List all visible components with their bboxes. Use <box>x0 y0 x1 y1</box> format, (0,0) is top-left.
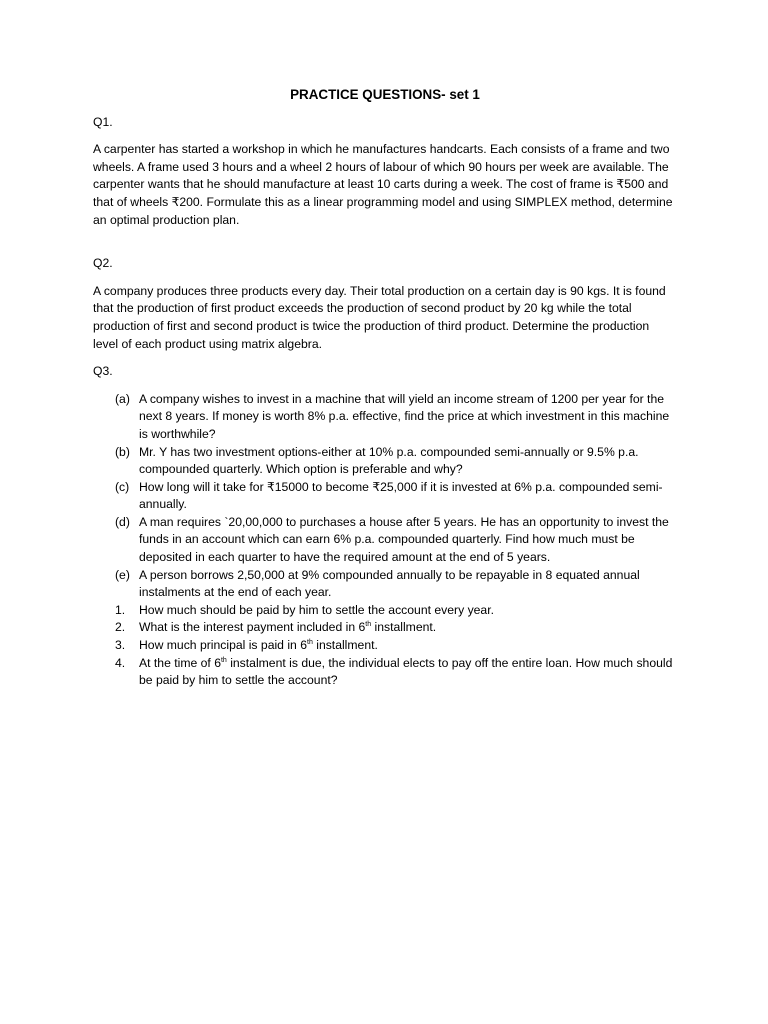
list-item <box>93 444 677 479</box>
list-item-text: How long will it take for ₹15000 to become ₹25,000 if it is invested at 6% p.a. compounded semi-annually. <box>139 479 663 512</box>
list-item <box>93 602 677 620</box>
document-title: PRACTICE QUESTIONS- set 1 <box>290 87 480 102</box>
question-2-text: A company produces three products every day. Their total production on a certain day is 90 kgs. It is found that the production of first product exceeds the production of second product by 20 kg while the total production of first and second product is twice the production of third product. Determine the production level of each product using matrix algebra. <box>93 283 666 351</box>
list-marker: (c) <box>115 479 130 494</box>
list-item-text: At the time of 6 <box>139 655 221 670</box>
list-item-text: Mr. Y has two investment options-either at 10% p.a. compounded semi-annually or 9.5% p.a. compounded quarterly. Which option is preferable and why? <box>139 444 639 477</box>
list-item-text: A man requires `20,00,000 to purchases a house after 5 years. He has an opportunity to invest the funds in an account which can earn 6% p.a. compounded quarterly. Find how much must be deposited in each quarter to have the required amount at the end of 5 years. <box>139 514 669 565</box>
list-item <box>93 514 677 567</box>
list-marker: (e) <box>115 567 130 582</box>
list-item <box>93 391 677 444</box>
list-marker: 2. <box>115 620 126 635</box>
list-item <box>93 655 677 690</box>
list-marker: (a) <box>115 391 130 406</box>
question-2-label: Q2. <box>93 256 113 271</box>
list-item-text: How much should be paid by him to settle the account every year. <box>139 602 494 617</box>
list-item-text: A person borrows 2,50,000 at 9% compounded annually to be repayable in 8 equated annual instalments at the end of each year. <box>139 567 640 600</box>
list-marker: 3. <box>115 638 126 653</box>
question-3-label: Q3. <box>93 364 113 379</box>
list-item <box>93 567 677 602</box>
superscript: th <box>307 638 313 646</box>
list-marker: (b) <box>115 444 130 459</box>
question-1-label: Q1. <box>93 114 113 129</box>
spacer <box>93 239 677 255</box>
list-item-text: A company wishes to invest in a machine that will yield an income stream of 1200 per year for the next 8 years. If money is worth 8% p.a. effective, find the price at which investment in this machine is worthwhile? <box>139 391 670 441</box>
question-1-text: A carpenter has started a workshop in which he manufactures handcarts. Each consists of a frame and two wheels. A frame used 3 hours and a wheel 2 hours of labour of which 90 hours per week are available. The carpenter wants that he should manufacture at least 10 carts during a week. The cost of frame is ₹500 and that of wheels ₹200. Formulate this as a linear programming model and using SIMPLEX method, determine an optimal production plan. <box>93 142 673 227</box>
list-item-text: instalment is due, the individual elects to pay off the entire loan. How much should be paid by him to settle the account? <box>139 655 673 688</box>
question-3-parts <box>93 391 677 602</box>
list-item <box>93 479 677 514</box>
question-3-subparts <box>93 602 677 690</box>
superscript: th <box>365 621 372 629</box>
superscript: th <box>220 656 227 664</box>
list-marker: (d) <box>115 514 130 529</box>
list-item <box>93 637 677 655</box>
list-item-text: installment. <box>312 638 378 653</box>
list-marker: 1. <box>115 602 126 617</box>
list-item-text: How much principal is paid in 6 <box>139 638 307 653</box>
list-item-text: installment. <box>371 620 437 635</box>
document-body <box>93 86 677 690</box>
list-marker: 4. <box>115 655 126 670</box>
list-item <box>93 619 677 637</box>
list-item-text: What is the interest payment included in 6 <box>139 620 366 635</box>
